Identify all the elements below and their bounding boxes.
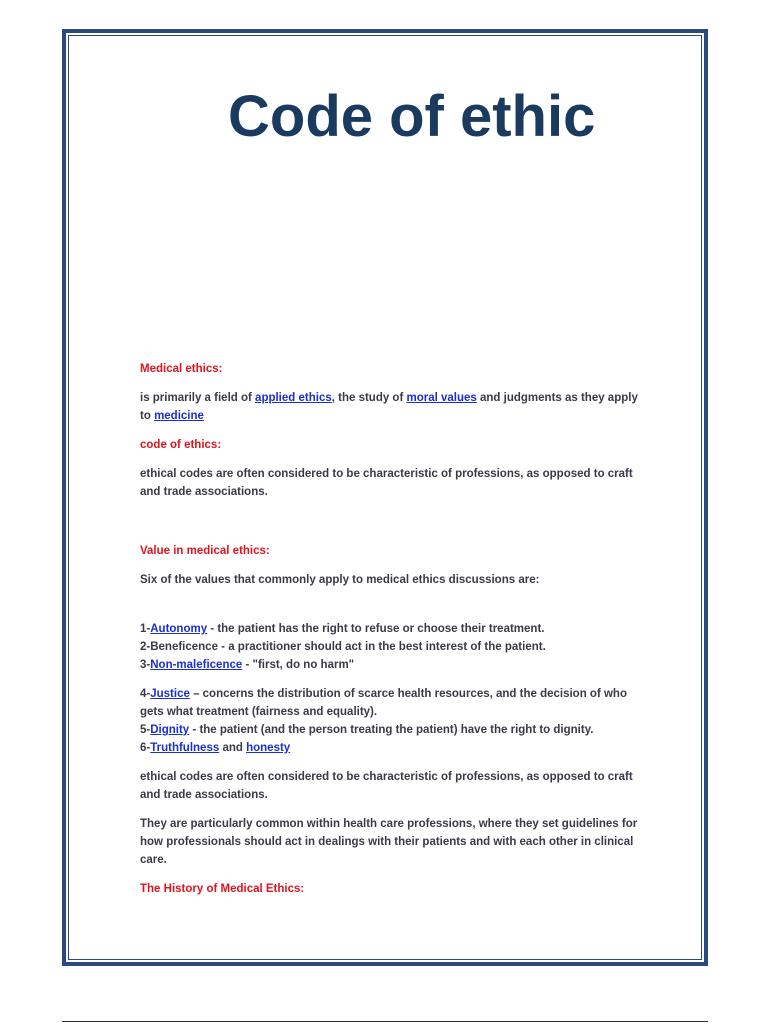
value-item-truthfulness: [140, 739, 640, 757]
applied-ethics-link[interactable]: applied ethics: [255, 392, 332, 404]
code-of-ethics-paragraph: ethical codes are often considered to be characteristic of professions, as opposed to craft and trade associations.: [140, 468, 633, 498]
value-number-3: 3-: [140, 659, 151, 671]
ethical-codes-paragraph: ethical codes are often considered to be characteristic of professions, as opposed to craft and trade associations.: [140, 771, 633, 801]
value-number-1: 1-: [140, 623, 151, 635]
honesty-link[interactable]: honesty: [246, 742, 291, 754]
value-item-justice: [140, 685, 640, 721]
health-care-paragraph: They are particularly common within health care professions, where they set guidelines for how professionals should act in dealings with their patients and with each other in clinical care.: [140, 818, 638, 866]
value-number-4: 4-: [140, 688, 151, 700]
document-title: Code of ethic: [228, 84, 596, 149]
justice-link[interactable]: Justice: [150, 688, 190, 700]
autonomy-link[interactable]: Autonomy: [150, 623, 208, 635]
document-body: [140, 360, 640, 898]
medical-ethics-text-1: is primarily a field of: [140, 392, 256, 404]
code-of-ethics-heading: code of ethics:: [140, 439, 222, 451]
value-number-6: 6-: [140, 742, 151, 754]
value-item-dignity: [140, 721, 640, 739]
medical-ethics-heading: Medical ethics:: [140, 363, 223, 375]
value-item-non-maleficence: [140, 656, 640, 674]
dignity-link[interactable]: Dignity: [150, 724, 190, 736]
value-item-beneficence: 2-Beneficence - a practitioner should act in the best interest of the patient.: [140, 641, 546, 653]
medical-ethics-text-2: , the study of: [331, 392, 407, 404]
medical-ethics-paragraph: [140, 389, 640, 425]
moral-values-link[interactable]: moral values: [406, 392, 477, 404]
medicine-link[interactable]: medicine: [154, 410, 204, 422]
truthfulness-link[interactable]: Truthfulness: [150, 742, 220, 754]
value-text-3: - "first, do no harm": [242, 659, 355, 671]
value-text-6: and: [219, 742, 247, 754]
value-intro: Six of the values that commonly apply to medical ethics discussions are:: [140, 574, 540, 586]
value-number-5: 5-: [140, 724, 151, 736]
non-maleficence-link[interactable]: Non-maleficence: [150, 659, 243, 671]
history-heading: The History of Medical Ethics:: [140, 883, 305, 895]
value-heading: Value in medical ethics:: [140, 545, 270, 557]
page-footer-divider: [62, 1021, 708, 1022]
medical-ethics-text-3: and judgments as they apply to: [140, 392, 638, 422]
value-text-4: – concerns the distribution of scarce health resources, and the decision of who gets what treatment (fairness and equality).: [140, 688, 627, 718]
value-text-1: - the patient has the right to refuse or choose their treatment.: [207, 623, 545, 635]
value-text-5: - the patient (and the person treating the patient) have the right to dignity.: [189, 724, 594, 736]
value-item-autonomy: [140, 620, 640, 638]
